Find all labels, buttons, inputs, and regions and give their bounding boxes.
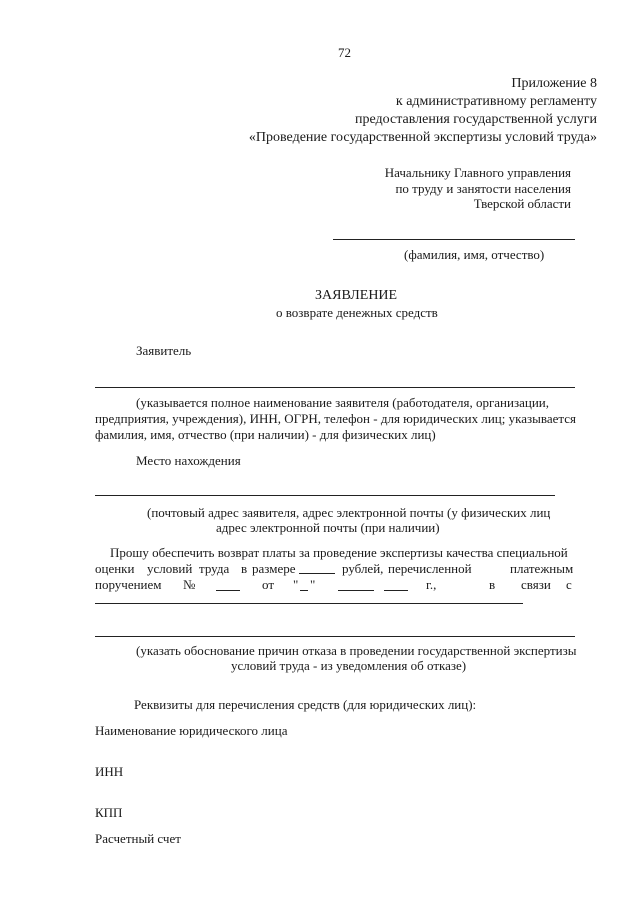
location-hint-1: (почтовый адрес заявителя, адрес электронной почты (у физических лиц xyxy=(147,505,551,520)
reason-hint-2: условий труда - из уведомления об отказе) xyxy=(231,658,467,673)
applicant-line xyxy=(95,387,575,388)
location-hint-2: адрес электронной почты (при наличии) xyxy=(216,520,440,535)
reason-hint-1: (указать обоснование причин отказа в проведении государственной экспертизы xyxy=(136,643,577,658)
month-blank xyxy=(338,590,374,591)
addressee-line-3: Тверской области xyxy=(473,196,571,211)
requisites-inn: ИНН xyxy=(95,764,124,779)
appendix-line-3: предоставления государственной услуги xyxy=(355,112,597,127)
location-line xyxy=(95,495,555,496)
document-title: ЗАЯВЛЕНИЕ xyxy=(315,288,398,303)
addressee-name-hint: (фамилия, имя, отчество) xyxy=(404,247,545,262)
appendix-line-1: Приложение 8 xyxy=(511,76,597,91)
requisites-org-name: Наименование юридического лица xyxy=(95,723,288,738)
applicant-hint-2: предприятия, учреждения), ИНН, ОГРН, телефон - для юридических лиц; указывается xyxy=(95,411,576,426)
document-subtitle: о возврате денежных средств xyxy=(276,305,438,320)
requisites-kpp: КПП xyxy=(95,805,123,820)
addressee-name-line xyxy=(333,239,575,240)
day-blank xyxy=(300,590,308,591)
appendix-line-4: «Проведение государственной экспертизы условий труда» xyxy=(248,130,597,145)
appendix-line-2: к административному регламенту xyxy=(395,94,597,109)
applicant-label: Заявитель xyxy=(136,343,192,358)
reason-line-2 xyxy=(95,636,575,637)
applicant-hint-3: фамилия, имя, отчество (при наличии) - для физических лиц) xyxy=(95,427,436,442)
amount-blank xyxy=(299,573,335,574)
addressee-line-2: по труду и занятости населения xyxy=(395,181,571,196)
requisites-account: Расчетный счет xyxy=(95,831,181,846)
year-blank xyxy=(384,590,408,591)
location-label: Место нахождения xyxy=(136,453,241,468)
order-number-blank xyxy=(216,590,240,591)
requisites-title: Реквизиты для перечисления средств (для юридических лиц): xyxy=(134,697,477,712)
reason-line-1 xyxy=(95,603,523,604)
page-number: 72 xyxy=(338,45,351,60)
request-line-1: Прошу обеспечить возврат платы за проведение экспертизы качества специальной xyxy=(110,545,568,560)
applicant-hint-1: (указывается полное наименование заявителя (работодателя, организации, xyxy=(136,395,549,410)
addressee-line-1: Начальнику Главного управления xyxy=(384,165,571,180)
